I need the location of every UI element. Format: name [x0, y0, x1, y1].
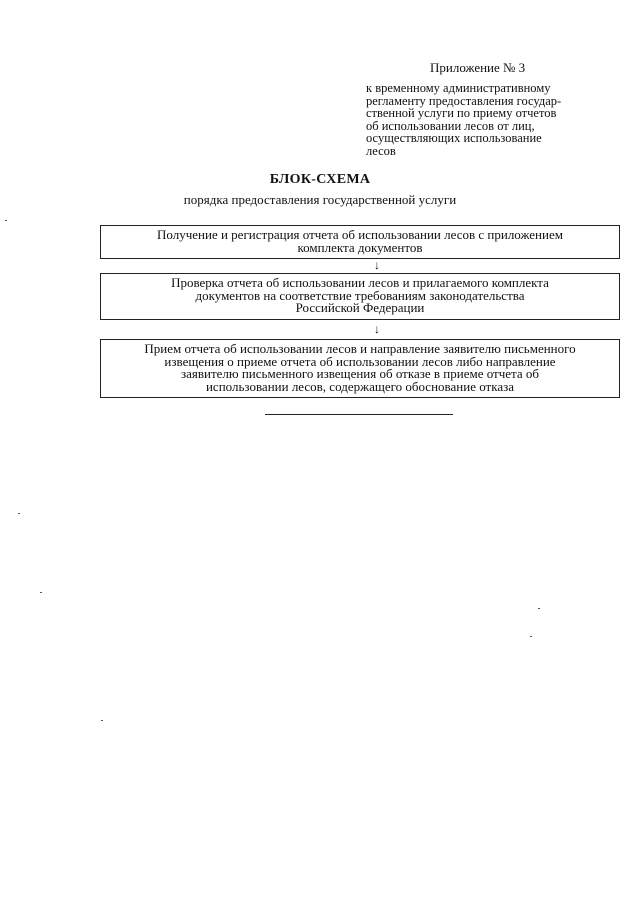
scan-speck	[530, 636, 532, 637]
down-arrow-icon: ↓	[374, 258, 380, 272]
annex-line: об использовании лесов от лиц,	[366, 118, 535, 133]
step-text-line: Прием отчета об использовании лесов и направление заявителю письменного	[144, 341, 576, 356]
annex-description	[366, 82, 606, 157]
step-text-line: Получение и регистрация отчета об использовании лесов с приложением	[157, 227, 563, 242]
flow-step-verification	[100, 273, 620, 320]
annex-line: к временному административному	[366, 81, 551, 95]
annex-line: регламенту предоставления государ-	[366, 93, 562, 108]
annex-line: осуществляющих использование	[366, 131, 542, 145]
step-text-line: Проверка отчета об использовании лесов и прилагаемого комплекта	[171, 275, 549, 290]
scan-speck	[5, 220, 7, 221]
step-text-line: извещения о приеме отчета об использовании лесов либо направление	[164, 353, 556, 369]
annex-title: Приложение № 3	[430, 60, 526, 75]
closing-divider	[265, 414, 453, 415]
step-text-line: использовании лесов, содержащего обоснование отказа	[205, 378, 515, 394]
step-text-line: комплекта документов	[297, 239, 423, 255]
flow-step-registration	[100, 225, 620, 259]
step-text-line: Российской Федерации	[295, 300, 425, 315]
annex-line: ственной услуги по приему отчетов	[366, 106, 557, 120]
annex-line: лесов	[366, 143, 396, 158]
scan-speck	[538, 608, 540, 609]
scan-speck	[18, 513, 20, 514]
flow-step-acceptance	[100, 339, 620, 398]
scheme-title: БЛОК-СХЕМА	[269, 172, 371, 187]
scan-speck	[40, 592, 42, 593]
down-arrow-icon: ↓	[374, 322, 380, 336]
step-text-line: документов на соответствие требованиям законодательства	[195, 287, 525, 303]
step-text-line: заявителю письменного извещения об отказе в приеме отчета об	[180, 366, 540, 381]
scheme-subtitle: порядка предоставления государственной услуги	[183, 192, 457, 207]
scan-speck	[101, 720, 103, 721]
